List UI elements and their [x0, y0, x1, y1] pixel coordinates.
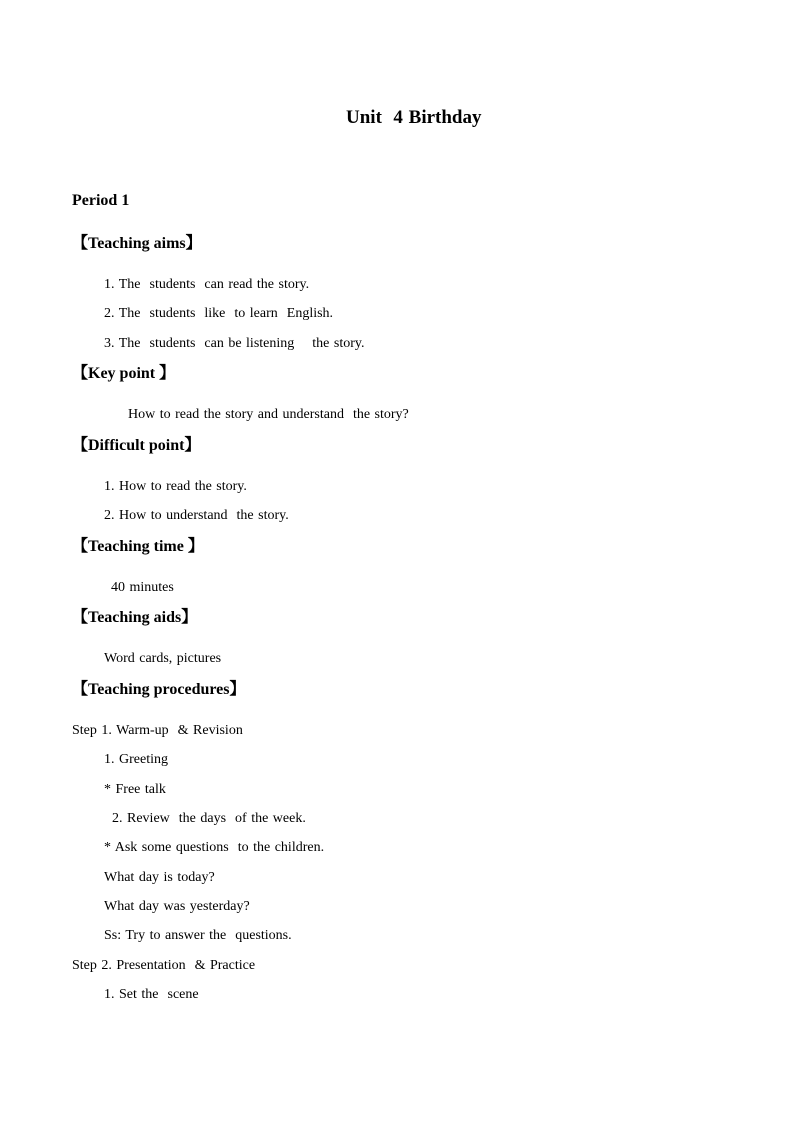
key-point-heading: 【Key point 】	[72, 365, 176, 382]
teaching-aims-heading: 【Teaching aims】	[72, 235, 202, 252]
teaching-aim-item: 1. The students can read the story.	[104, 277, 310, 292]
period-label: Period 1	[72, 192, 130, 209]
teaching-procedures-heading: 【Teaching procedures】	[72, 681, 246, 698]
difficult-point-item: 2. How to understand the story.	[104, 508, 289, 523]
key-point-text: How to read the story and understand the story?	[128, 407, 409, 422]
teaching-time-heading: 【Teaching time 】	[72, 538, 204, 555]
difficult-point-item: 1. How to read the story.	[104, 479, 247, 494]
teaching-aids-heading: 【Teaching aids】	[72, 609, 198, 626]
procedure-step: Step 2. Presentation & Practice	[72, 958, 256, 973]
procedure-line: Ss: Try to answer the questions.	[104, 928, 292, 943]
difficult-point-heading: 【Difficult point】	[72, 437, 201, 454]
procedure-line: 1. Greeting	[104, 752, 168, 767]
procedure-line: What day was yesterday?	[104, 899, 250, 914]
procedure-line: * Ask some questions to the children.	[104, 840, 325, 855]
teaching-aim-item: 2. The students like to learn English.	[104, 306, 334, 321]
procedure-line: * Free talk	[104, 782, 166, 797]
teaching-time-text: 40 minutes	[111, 580, 174, 595]
procedure-line: 1. Set the scene	[104, 987, 199, 1002]
procedure-line: What day is today?	[104, 870, 215, 885]
procedure-step: Step 1. Warm-up & Revision	[72, 723, 243, 738]
document-title: Unit 4 Birthday	[346, 107, 482, 128]
teaching-aim-item: 3. The students can be listening the story.	[104, 336, 365, 351]
procedure-line: 2. Review the days of the week.	[112, 811, 306, 826]
teaching-aids-text: Word cards, pictures	[104, 651, 222, 666]
